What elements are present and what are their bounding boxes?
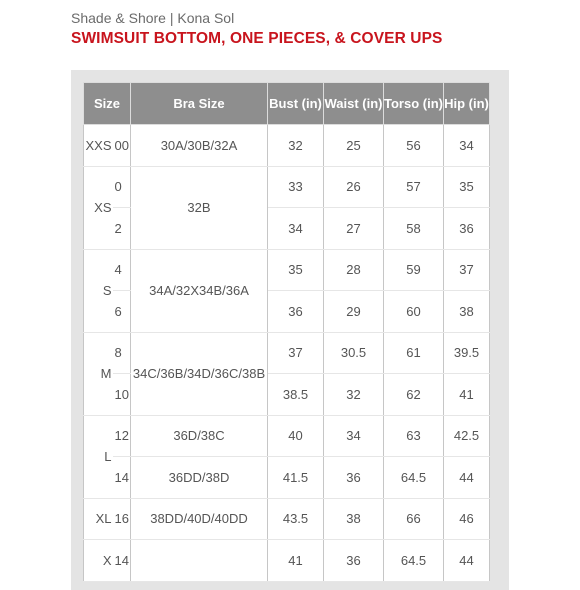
bust-cell: 41.5 (268, 457, 324, 499)
bra-size-cell (131, 540, 268, 582)
torso-cell: 64.5 (384, 540, 444, 582)
torso-cell: 56 (384, 125, 444, 167)
waist-cell: 30.5 (324, 332, 384, 374)
waist-cell: 25 (324, 125, 384, 167)
bust-cell: 33 (268, 166, 324, 208)
size-number-cell: 8 (113, 332, 131, 374)
hip-cell: 42.5 (444, 415, 490, 457)
bust-cell: 40 (268, 415, 324, 457)
table-row (84, 498, 490, 540)
bra-size-cell: 34C/36B/34D/36C/38B (131, 332, 268, 415)
hip-cell: 41 (444, 374, 490, 416)
waist-cell: 27 (324, 208, 384, 250)
size-number-cell: 14 (113, 540, 131, 582)
bust-cell: 43.5 (268, 498, 324, 540)
size-number-cell: 14 (113, 457, 131, 499)
hip-cell: 34 (444, 125, 490, 167)
hip-cell: 37 (444, 249, 490, 291)
table-row (84, 166, 490, 208)
torso-cell: 63 (384, 415, 444, 457)
table-row (84, 540, 490, 582)
hip-cell: 44 (444, 457, 490, 499)
bust-cell: 32 (268, 125, 324, 167)
table-header-row (84, 83, 490, 125)
table-row (84, 125, 490, 167)
bra-size-cell: 30A/30B/32A (131, 125, 268, 167)
torso-cell: 60 (384, 291, 444, 333)
bust-cell: 41 (268, 540, 324, 582)
torso-cell: 58 (384, 208, 444, 250)
table-row (84, 249, 490, 291)
size-label-cell: S (84, 249, 113, 332)
header-torso: Torso (in) (384, 83, 444, 125)
bust-cell: 35 (268, 249, 324, 291)
size-number-cell: 00 (113, 125, 131, 167)
bra-size-cell: 36D/38C (131, 415, 268, 457)
size-label-cell: X (84, 540, 113, 582)
page-title: SWIMSUIT BOTTOM, ONE PIECES, & COVER UPS (71, 30, 443, 47)
waist-cell: 32 (324, 374, 384, 416)
torso-cell: 61 (384, 332, 444, 374)
header-hip: Hip (in) (444, 83, 490, 125)
bra-size-cell: 38DD/40D/40DD (131, 498, 268, 540)
torso-cell: 66 (384, 498, 444, 540)
waist-cell: 36 (324, 540, 384, 582)
size-number-cell: 4 (113, 249, 131, 291)
waist-cell: 26 (324, 166, 384, 208)
hip-cell: 35 (444, 166, 490, 208)
size-label-cell: L (84, 415, 113, 498)
torso-cell: 57 (384, 166, 444, 208)
torso-cell: 59 (384, 249, 444, 291)
hip-cell: 39.5 (444, 332, 490, 374)
bra-size-cell: 36DD/38D (131, 457, 268, 499)
hip-cell: 46 (444, 498, 490, 540)
table-row (84, 457, 490, 499)
torso-cell: 62 (384, 374, 444, 416)
table-row (84, 332, 490, 374)
hip-cell: 38 (444, 291, 490, 333)
waist-cell: 36 (324, 457, 384, 499)
hip-cell: 44 (444, 540, 490, 582)
bust-cell: 34 (268, 208, 324, 250)
bra-size-cell: 32B (131, 166, 268, 249)
waist-cell: 38 (324, 498, 384, 540)
waist-cell: 28 (324, 249, 384, 291)
brand-line: Shade & Shore | Kona Sol (71, 10, 235, 26)
header-size: Size (84, 83, 131, 125)
size-label-cell: XXS (84, 125, 113, 167)
size-number-cell: 0 (113, 166, 131, 208)
header-bust: Bust (in) (268, 83, 324, 125)
header-waist: Waist (in) (324, 83, 384, 125)
size-number-cell: 12 (113, 415, 131, 457)
size-number-cell: 16 (113, 498, 131, 540)
header-bra-size: Bra Size (131, 83, 268, 125)
bust-cell: 36 (268, 291, 324, 333)
size-label-cell: XS (84, 166, 113, 249)
hip-cell: 36 (444, 208, 490, 250)
bust-cell: 37 (268, 332, 324, 374)
size-chart-table (83, 82, 490, 582)
table-row (84, 415, 490, 457)
waist-cell: 34 (324, 415, 384, 457)
size-label-cell: XL (84, 498, 113, 540)
size-number-cell: 2 (113, 208, 131, 250)
torso-cell: 64.5 (384, 457, 444, 499)
bra-size-cell: 34A/32X34B/36A (131, 249, 268, 332)
bust-cell: 38.5 (268, 374, 324, 416)
waist-cell: 29 (324, 291, 384, 333)
size-label-cell: M (84, 332, 113, 415)
size-number-cell: 10 (113, 374, 131, 416)
size-number-cell: 6 (113, 291, 131, 333)
